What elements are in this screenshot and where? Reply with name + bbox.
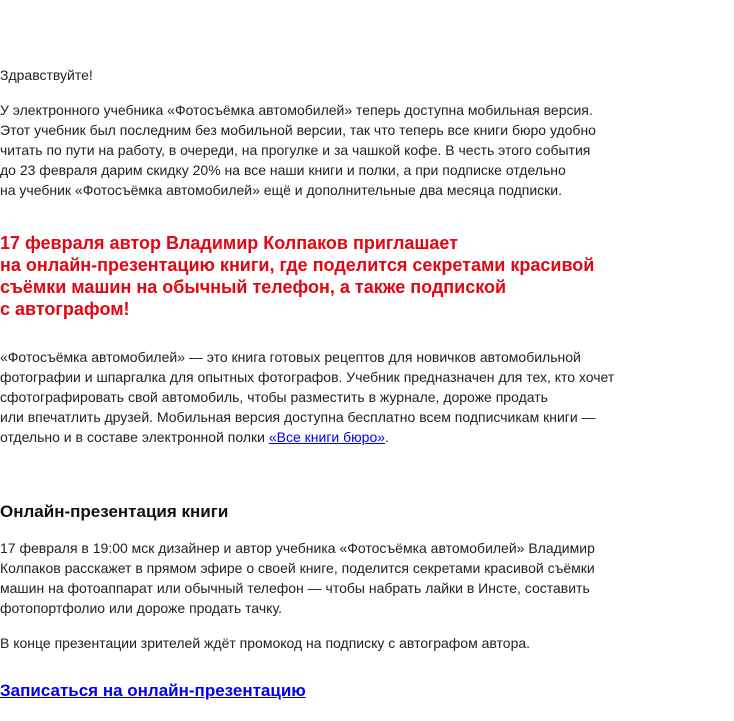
presentation-line: машин на фотоаппарат или обычный телефон — чтобы набрать лайки в Инсте, составить bbox=[0, 580, 590, 596]
presentation-line: Колпаков расскажет в прямом эфире о своей книге, поделится секретами красивой съёмки bbox=[0, 560, 595, 576]
signup-presentation-link[interactable]: Записаться на онлайн-презентацию bbox=[0, 681, 306, 700]
presentation-line: 17 февраля в 19:00 мск дизайнер и автор учебника «Фотосъёмка автомобилей» Владимир bbox=[0, 540, 595, 556]
intro-line: Этот учебник был последним без мобильной версии, так что теперь все книги бюро удобно bbox=[0, 122, 596, 138]
announcement-heading bbox=[0, 232, 594, 320]
presentation-paragraph bbox=[0, 538, 595, 618]
presentation-heading: Онлайн-презентация книги bbox=[0, 502, 229, 521]
intro-line: на учебник «Фотосъёмка автомобилей» ещё и дополнительные два месяца подписки. bbox=[0, 182, 563, 198]
promo-text: В конце презентации зрителей ждёт промокод на подписку с автографом автора. bbox=[0, 635, 531, 651]
description-line: сфотографировать свой автомобиль, чтобы разместить в журнале, дороже продать bbox=[0, 389, 548, 405]
description-line: фотографии и шпаргалка для опытных фотографов. Учебник предназначен для тех, кто хочет bbox=[0, 369, 615, 385]
description-line: или впечатлить друзей. Мобильная версия доступна бесплатно всем подписчикам книги — bbox=[0, 409, 596, 425]
presentation-line: фотопортфолио или дороже продать тачку. bbox=[0, 600, 282, 616]
intro-line: до 23 февраля дарим скидку 20% на все наши книги и полки, а при подписке отдельно bbox=[0, 162, 566, 178]
description-paragraph bbox=[0, 347, 614, 447]
intro-paragraph bbox=[0, 100, 596, 200]
announcement-line: съёмки машин на обычный телефон, а также подпиской bbox=[0, 277, 507, 297]
intro-line: У электронного учебника «Фотосъёмка автомобилей» теперь доступна мобильная версия. bbox=[0, 102, 593, 118]
description-line: «Фотосъёмка автомобилей» — это книга готовых рецептов для новичков автомобильной bbox=[0, 349, 581, 365]
description-line-suffix: . bbox=[385, 429, 389, 445]
all-books-link[interactable]: «Все книги бюро» bbox=[268, 429, 386, 445]
announcement-line: 17 февраля автор Владимир Колпаков приглашает bbox=[0, 233, 458, 253]
description-line-prefix: отдельно и в составе электронной полки bbox=[0, 429, 269, 445]
greeting: Здравствуйте! bbox=[0, 67, 93, 83]
announcement-line: с автографом! bbox=[0, 299, 130, 319]
intro-line: читать по пути на работу, в очереди, на прогулке и за чашкой кофе. В честь этого события bbox=[0, 142, 591, 158]
announcement-line: на онлайн-презентацию книги, где поделится секретами красивой bbox=[0, 255, 595, 275]
description-last-line bbox=[0, 427, 614, 447]
